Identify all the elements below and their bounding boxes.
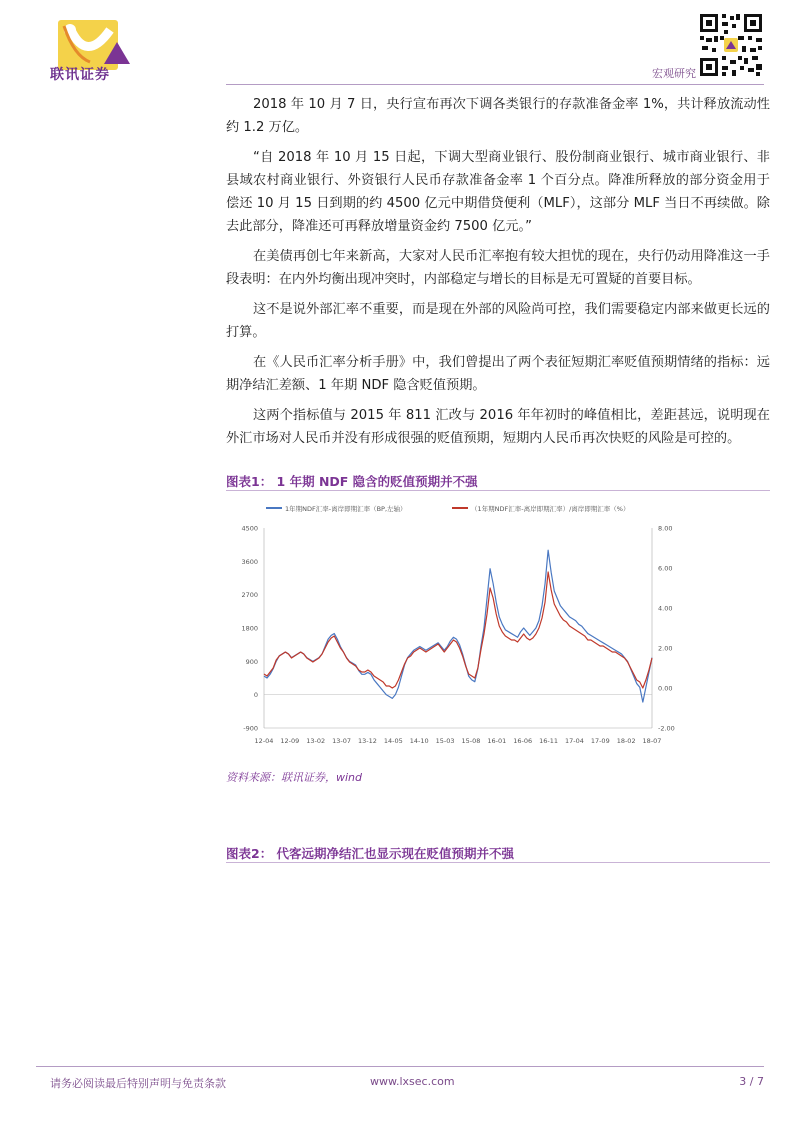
x-tick-label: 15-03 <box>435 737 455 745</box>
paragraph: 在《人民币汇率分析手册》中，我们曾提出了两个表征短期汇率贬值预期情绪的指标：远期净结汇差额、1 年期 NDF 隐含贬值预期。 <box>226 355 770 393</box>
x-tick-label: 12-09 <box>280 737 300 745</box>
y-right-tick-label: 8.00 <box>658 524 673 533</box>
y-left-tick-label: -900 <box>243 724 258 733</box>
paragraph: 这不是说外部汇率不重要，而是现在外部的风险尚可控，我们需要稳定内部来做更长远的打算。 <box>226 302 770 340</box>
y-left-tick-label: 4500 <box>241 524 258 533</box>
ndf-depreciation-chart <box>226 492 770 762</box>
x-tick-label: 18-07 <box>642 737 662 745</box>
y-right-tick-label: 6.00 <box>658 564 673 573</box>
x-tick-label: 13-07 <box>332 737 352 745</box>
page-number: 3 / 7 <box>739 1075 764 1088</box>
website-link[interactable]: www.lxsec.com <box>370 1075 455 1088</box>
figure-2-divider <box>226 862 770 863</box>
figure-1-source: 资料来源：联讯证券，wind <box>226 771 363 784</box>
page-header <box>0 0 800 86</box>
disclaimer-link[interactable]: 请务必阅读最后特别声明与免责条款 <box>50 1077 226 1090</box>
series-line-1 <box>264 550 652 702</box>
x-tick-label: 13-12 <box>358 737 377 745</box>
x-tick-label: 15-08 <box>461 737 481 745</box>
chart-legend <box>266 504 629 513</box>
y-right-tick-label: 4.00 <box>658 604 673 613</box>
x-tick-label: 16-11 <box>539 737 558 745</box>
y-left-tick-label: 0 <box>253 691 258 700</box>
x-tick-label: 17-04 <box>564 737 584 745</box>
y-right-tick-label: 2.00 <box>658 644 673 653</box>
x-tick-label: 13-02 <box>306 737 326 745</box>
y-left-tick-label: 1800 <box>241 624 258 633</box>
y-left-tick-label: 3600 <box>241 557 258 566</box>
footer-divider <box>36 1066 764 1067</box>
y-right-tick-label: 0.00 <box>658 684 673 693</box>
x-tick-label: 17-09 <box>590 737 610 745</box>
x-tick-label: 14-10 <box>409 737 429 745</box>
report-section: 宏观研究 <box>652 67 696 80</box>
paragraph: 在美债再创七年来新高，大家对人民币汇率抱有较大担忧的现在，央行仍动用降准这一手段表明：在内外均衡出现冲突时，内部稳定与增长的目标是无可置疑的首要目标。 <box>226 249 770 287</box>
x-tick-label: 12-04 <box>254 737 274 745</box>
series-line-2 <box>264 572 652 688</box>
company-name: 联讯证券 <box>50 67 110 83</box>
header-divider <box>226 84 764 85</box>
figure-1-divider <box>226 490 770 491</box>
figure-2-title: 图表2： 代客远期净结汇也显示现在贬值预期并不强 <box>226 846 515 861</box>
x-tick-label: 14-05 <box>383 737 403 745</box>
legend-label-series-1: 1年期NDF汇率-离岸即期汇率（BP,左轴） <box>285 505 407 513</box>
qr-code-icon <box>698 12 764 78</box>
x-tick-label: 18-02 <box>616 737 636 745</box>
x-tick-label: 16-06 <box>513 737 533 745</box>
y-right-tick-label: -2.00 <box>658 724 675 733</box>
y-left-tick-label: 900 <box>245 657 258 666</box>
x-tick-label: 16-01 <box>487 737 507 745</box>
paragraph: 这两个指标值与 2015 年 811 汇改与 2016 年年初时的峰值相比，差距甚远，说明现在外汇市场对人民币并没有形成很强的贬值预期，短期内人民币再次快贬的风险是可控的。 <box>226 408 770 446</box>
figure-1-title: 图表1： 1 年期 NDF 隐含的贬值预期并不强 <box>226 474 478 489</box>
legend-label-series-2: （1年期NDF汇率-离岸即期汇率）/离岸即期汇率（%） <box>471 505 630 513</box>
y-left-tick-label: 2700 <box>241 591 258 600</box>
body-text <box>226 93 770 457</box>
paragraph: 2018 年 10 月 7 日，央行宣布再次下调各类银行的存款准备金率 1%，共计释放流动性约 1.2 万亿。 <box>226 97 770 135</box>
paragraph: “自 2018 年 10 月 15 日起，下调大型商业银行、股份制商业银行、城市商业银行、非县域农村商业银行、外资银行人民币存款准备金率 1 个百分点。降准所释放的部分资金用于偿还 10 月 15 日到期的约 4500 亿元中期借贷便利（MLF），这部分 MLF 当日不再续做。除去此部分，降准还可再释放增量资金约 7500 亿元。” <box>226 150 770 234</box>
